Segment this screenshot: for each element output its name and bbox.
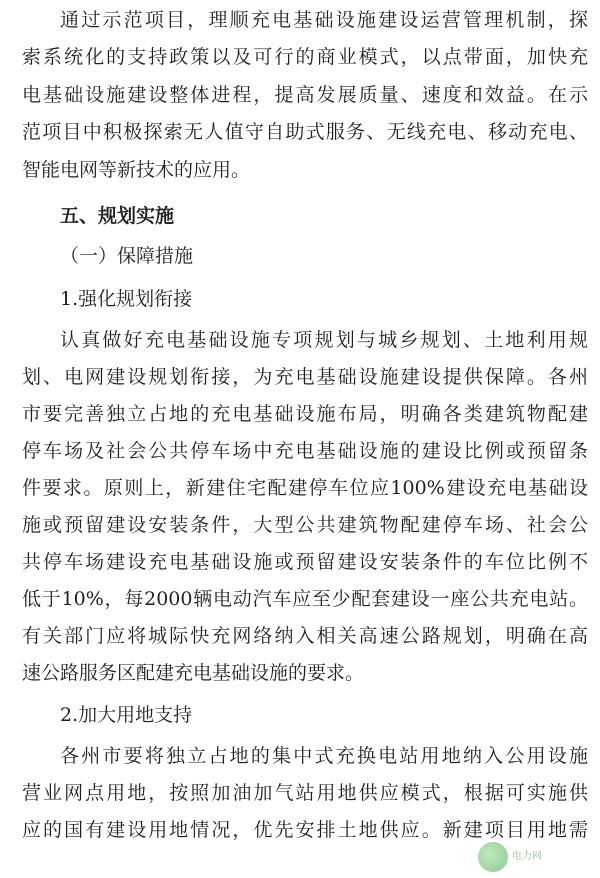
paragraph-line: 索系统化的支持政策以及可行的商业模式，以点带面，加快充 <box>22 46 588 68</box>
item-heading: 2.加大用地支持 <box>60 704 193 726</box>
paragraph-line: 市要完善独立占地的充电基础设施布局，明确各类建筑物配建 <box>22 403 588 425</box>
paragraph-line: 速公路服务区配建充电基础设施的要求。 <box>22 662 365 684</box>
paragraph-line: 有关部门应将城际快充网络纳入相关高速公路规划，明确在高 <box>22 625 588 647</box>
paragraph-line: 各州市要将独立占地的集中式充换电站用地纳入公用设施 <box>60 745 588 767</box>
section-heading: 五、规划实施 <box>60 205 175 227</box>
watermark <box>478 840 596 874</box>
paragraph-line: 认真做好充电基础设施专项规划与城乡规划、土地利用规 <box>60 329 588 351</box>
item-heading: 1.强化规划衔接 <box>60 288 193 310</box>
paragraph-line: 电基础设施建设整体进程，提高发展质量、速度和效益。在示 <box>22 84 588 106</box>
paragraph-line: 划、电网建设规划衔接，为充电基础设施建设提供保障。各州 <box>22 366 588 388</box>
paragraph-line: 智能电网等新技术的应用。 <box>22 159 251 181</box>
subsection-heading: （一）保障措施 <box>60 245 194 267</box>
paragraph-line: 通过示范项目，理顺充电基础设施建设运营管理机制，探 <box>60 9 588 31</box>
watermark-text: 电力网 <box>512 851 542 862</box>
paragraph-line: 营业网点用地，按照加油加气站用地供应模式，根据可实施供 <box>22 782 588 804</box>
paragraph-line: 低于10%，每2000辆电动汽车应至少配套建设一座公共充电站。 <box>22 588 588 610</box>
paragraph-line: 停车场及社会公共停车场中充电基础设施的建设比例或预留条 <box>22 440 588 462</box>
paragraph-line: 件要求。原则上，新建住宅配建停车位应100%建设充电基础设 <box>22 477 588 499</box>
paragraph-line: 应的国有建设用地情况，优先安排土地供应。新建项目用地需 <box>22 819 588 841</box>
paragraph-line: 范项目中积极探索无人值守自助式服务、无线充电、移动充电、 <box>22 121 588 143</box>
watermark-logo-icon <box>478 842 508 872</box>
paragraph-line: 施或预留建设安装条件，大型公共建筑物配建停车场、社会公 <box>22 514 588 536</box>
paragraph-line: 共停车场建设充电基础设施或预留建设安装条件的车位比例不 <box>22 551 588 573</box>
